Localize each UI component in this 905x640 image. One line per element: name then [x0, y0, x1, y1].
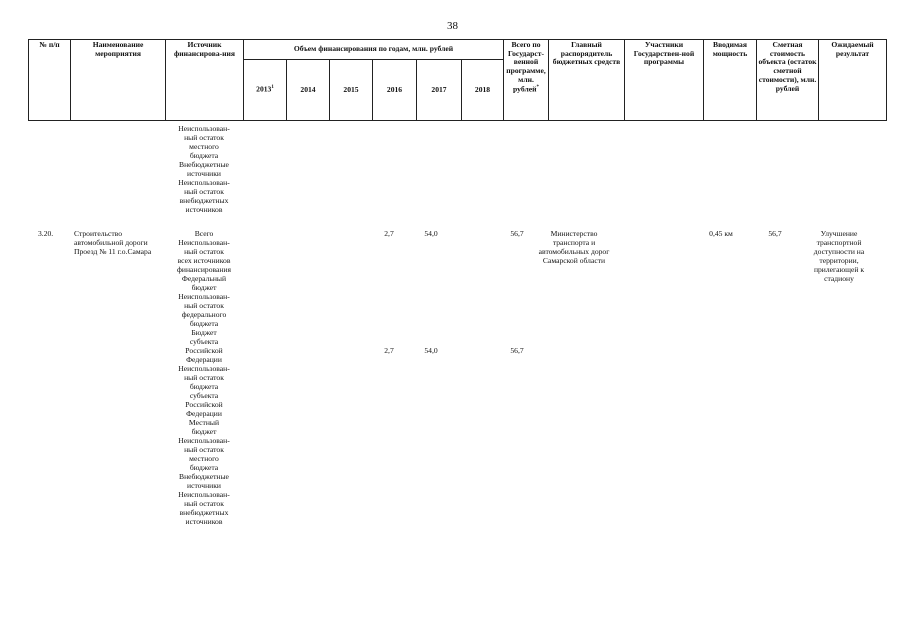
source-line: ный остаток — [184, 247, 224, 256]
header-cost: Сметная стоимость объекта (остаток сметной стоимости), млн. рублей — [757, 40, 819, 121]
header-event: Наименование мероприятия — [71, 40, 166, 121]
header-participants: Участники Государствен-ной программы — [625, 40, 704, 121]
source-line: Неиспользован- — [178, 364, 230, 373]
row-number: 3.20. — [38, 229, 54, 238]
total-program-value: 56,7 — [510, 229, 524, 238]
header-year-2015: 2015 — [330, 60, 373, 121]
source-line: бюджета — [189, 319, 219, 328]
source-line: источников — [185, 517, 223, 526]
source-line: Российской — [185, 400, 223, 409]
source-line: федерального — [181, 310, 227, 319]
source-line: Внебюджетные — [179, 472, 229, 481]
total-2017-value: 54,0 — [424, 229, 438, 238]
row-event-name: Строительство автомобильной дороги Проезд № 11 г.о.Самара — [74, 229, 152, 256]
header-year-2013: 2013$^1$ — [244, 60, 287, 121]
source-line: Местный — [188, 418, 220, 427]
source-line: бюджет — [191, 283, 217, 292]
header-num: № п/п — [29, 40, 71, 121]
source-line: субъекта — [189, 391, 219, 400]
total-2016-value: 2,7 — [384, 229, 394, 238]
header-year-2014: 2014 — [287, 60, 330, 121]
source-line: Бюджет — [191, 328, 217, 337]
header-year-2016: 2016 — [373, 60, 417, 121]
source-line: Неиспользован- — [178, 124, 230, 133]
source-line: источников — [185, 205, 223, 214]
source-line: источники — [187, 169, 221, 178]
header-capacity: Вводимая мощность — [704, 40, 757, 121]
header-total: Всего по Государст-венной программе, млн. рублей* — [504, 40, 549, 121]
header-result: Ожидаемый результат — [819, 40, 887, 121]
source-line: Неиспользован- — [178, 292, 230, 301]
source-line: Неиспользован- — [178, 238, 230, 247]
source-line: Федерации — [186, 355, 222, 364]
source-line: ный остаток — [184, 499, 224, 508]
source-line: бюджета — [189, 463, 219, 472]
source-line: всех источников — [177, 256, 231, 265]
source-line: Российской — [185, 346, 223, 355]
source-line: Неиспользован- — [178, 490, 230, 499]
regional-total-value: 56,7 — [510, 346, 524, 355]
source-line: субъекта — [189, 337, 219, 346]
source-line: Федерации — [186, 409, 222, 418]
regional-2016-value: 2,7 — [384, 346, 394, 355]
source-line: ный остаток — [184, 301, 224, 310]
source-line: бюджета — [189, 382, 219, 391]
source-line: Федеральный — [181, 274, 227, 283]
table-header — [28, 39, 887, 121]
source-line: бюджета — [189, 151, 219, 160]
expected-result: Улучшение транспортной доступности на территории, прилегающей к стадиону — [813, 229, 865, 283]
source-line: Неиспользован- — [178, 436, 230, 445]
source-line: ный остаток — [184, 133, 224, 142]
header-admin: Главный распорядитель бюджетных средств — [549, 40, 625, 121]
source-line: финансирования — [177, 265, 231, 274]
source-line: местного — [189, 454, 219, 463]
header-source: Источник финансирова-ния — [166, 40, 244, 121]
source-list-top — [164, 124, 244, 214]
admin-name: Министерство транспорта и автомобильных дорог Самарской области — [538, 229, 610, 265]
source-line: бюджет — [191, 427, 217, 436]
source-line: ный остаток — [184, 373, 224, 382]
capacity-value: 0,45 км — [709, 229, 733, 238]
source-line: Неиспользован- — [178, 178, 230, 187]
regional-2017-value: 54,0 — [424, 346, 438, 355]
header-volume-group: Объем финансирования по годам, млн. рублей — [244, 40, 504, 60]
header-year-2017: 2017 — [417, 60, 462, 121]
source-line: источники — [187, 481, 221, 490]
source-line: ный остаток — [184, 187, 224, 196]
source-line: внебюджетных — [179, 196, 229, 205]
source-list-row — [164, 229, 244, 526]
source-line: Всего — [194, 229, 214, 238]
source-line: внебюджетных — [179, 508, 229, 517]
page-number: 38 — [447, 20, 458, 32]
cost-value: 56,7 — [768, 229, 782, 238]
header-year-2018: 2018 — [462, 60, 504, 121]
source-line: ный остаток — [184, 445, 224, 454]
source-line: местного — [189, 142, 219, 151]
source-line: Внебюджетные — [179, 160, 229, 169]
